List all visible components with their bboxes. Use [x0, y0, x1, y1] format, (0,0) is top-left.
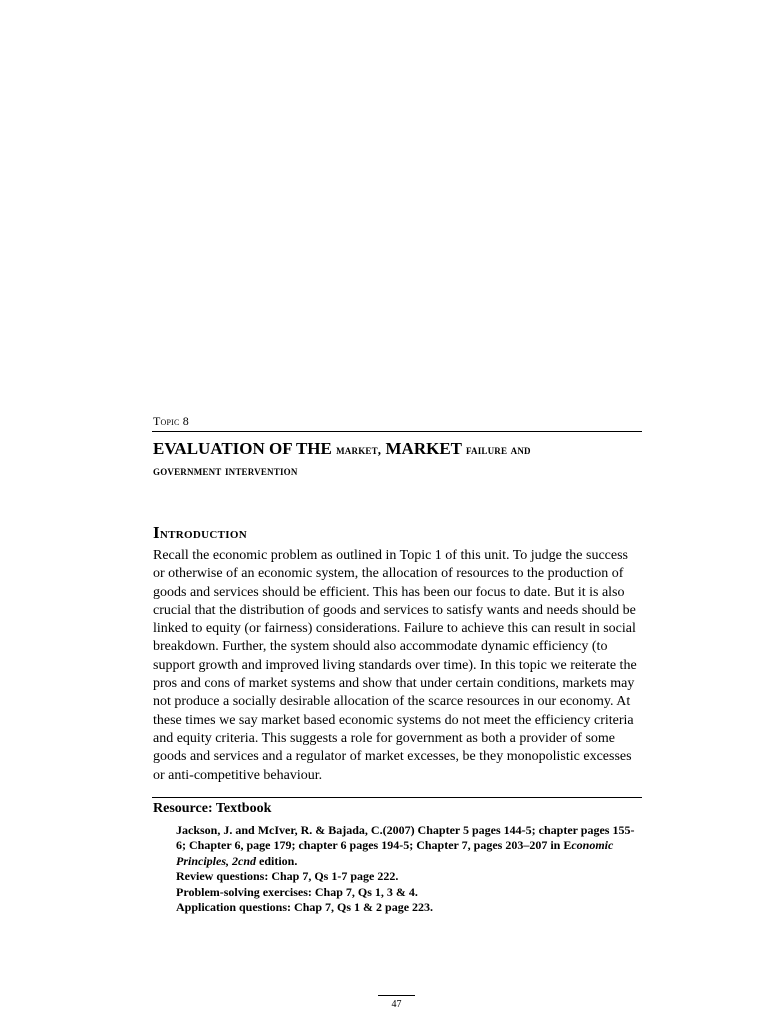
title-part-3: MARKET [385, 439, 462, 458]
citation-edition: edition. [256, 853, 298, 868]
title-part-1: EVALUATION OF THE [153, 439, 332, 458]
title-part-4: failure and [465, 442, 531, 457]
resource-list [176, 823, 642, 915]
section-heading-initial: I [153, 523, 160, 542]
footer-rule [378, 995, 415, 996]
review-questions: Review questions: Chap 7, Qs 1-7 page 222. [176, 869, 399, 884]
title-line-2: government intervention [153, 463, 298, 478]
page-title [153, 438, 643, 481]
resource-citation [176, 823, 642, 869]
page-number: 47 [391, 999, 402, 1010]
application-questions: Application questions: Chap 7, Qs 1 & 2 page 223. [176, 900, 434, 915]
topic-label: Topic 8 [153, 414, 189, 428]
citation-italic: conomic Principles, 2cnd [176, 838, 614, 868]
resource-rule [152, 797, 642, 798]
section-heading-rest: ntroduction [159, 526, 247, 542]
resource-heading: Resource: Textbook [153, 801, 272, 816]
title-rule [152, 431, 642, 432]
section-heading [153, 523, 247, 543]
introduction-paragraph: Recall the economic problem as outlined in Topic 1 of this unit. To judge the success or otherwise of an economic system, the allocation of resources to the production of goods and services should be efficient. This has been our focus to date. But it is also crucial that the distribution of goods and services to satisfy wants and needs should be linked to equity (or fairness) considerations. Failure to achieve this can result in social breakdown. Further, the system should also accommodate dynamic efficiency (to support growth and improved living standards over time). In this topic we reiterate the pros and cons of market systems and show that under certain conditions, markets may not produce a socially desirable allocation of the scarce resources in our economy. At these times we say market based economic systems do not meet the efficiency criteria and equity criteria. This suggests a role for government as both a provider of some goods and services and a regulator of market excesses, be they monopolistic excesses or anti-competitive behaviour. [153, 548, 637, 783]
citation-text: Jackson, J. and McIver, R. & Bajada, C.(2007) Chapter 5 pages 144-5; chapter pages 155-6; Chapter 6, page 179; chapter 6 pages 194-5; Chapter 7, pages 203–207 in E [176, 823, 635, 853]
problem-solving-exercises: Problem-solving exercises: Chap 7, Qs 1, 3 & 4. [176, 884, 418, 899]
title-part-2: market, [336, 442, 382, 457]
title-line-1 [153, 438, 643, 461]
